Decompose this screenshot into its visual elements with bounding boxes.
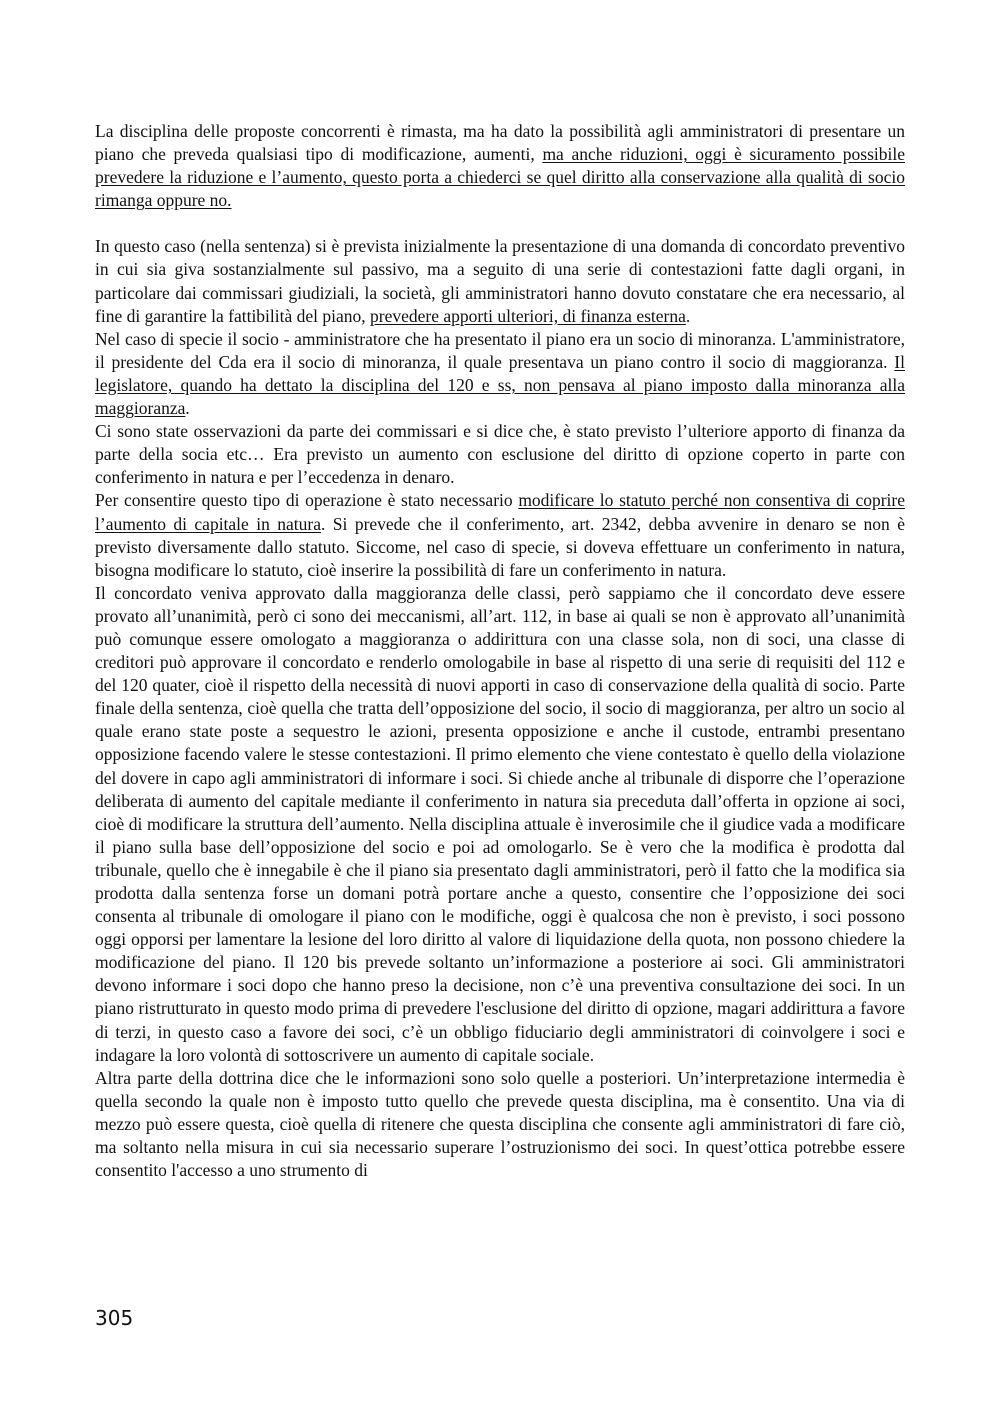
paragraph-5	[95, 489, 905, 581]
paragraph-5-text-2: . Si prevede che il conferimento, art. 2342, debba avvenire in denaro se non è previsto diversamente dallo statuto. Siccome, nel caso di specie, si doveva effettuare un conferimento in natura, bisogna modificare lo statuto, cioè inserire la possibilità di fare un conferimento in natura.	[95, 513, 905, 580]
paragraph-spacer	[95, 212, 905, 235]
paragraph-1-underlined-text: ma anche riduzioni, oggi è sicuramento possibile prevedere la riduzione e l’aumento, questo porta a chiederci se quel diritto alla conservazione alla qualità di socio rimanga oppure no.	[95, 144, 905, 211]
paragraph-3-underlined-text: Il legislatore, quando ha dettato la disciplina del 120 e ss, non pensava al piano imposto dalla minoranza alla maggioranza	[95, 351, 905, 419]
paragraph-6-text-1: Il concordato veniva approvato dalla maggioranza delle classi, però sappiamo che il concordato deve essere provato all’unanimità, però ci sono dei meccanismi, all’art. 112, in base ai quali se non è approvato all’unanimità può comunque essere omologato a maggioranza o addirittura con una classe sola, non di soci, una classe di creditori può approvare il concordato e renderlo omologabile in base al rispetto di una serie di requisiti del 112 e del 120 quater, cioè il rispetto della necessità di nuovi apporti in caso di conservazione della qualità di socio. Parte finale della sentenza, cioè quella che tratta dell’opposizione del socio, il socio di maggioranza, per altro un socio al quale erano state poste a sequestro le azioni, presenta opposizione e anche il custode, entrambi presentano opposizione facendo valere le stesse contestazioni. Il primo elemento che viene contestato è quello della violazione del dovere in capo agli amministratori di informare i soci. Si chiede anche al tribunale di disporre che l’operazione deliberata di aumento del capitale mediante il conferimento in natura sia preceduta dall’offerta in opzione ai soci, cioè di modificare la struttura dell’aumento. Nella disciplina attuale è inverosimile che il giudice vada a modificare il piano sulla base dell’opposizione del socio e poi ad omologarlo. Se è vero che la modifica è prodotta dal tribunale, quello che è innegabile è che il piano sia presentato dagli amministratori, però il fatto che la modifica sia prodotta dalla sentenza forse un domani potrà portare anche a questo, consentire che l’opposizione dei soci consenta al tribunale di omologare il piano con le modifiche, oggi è qualcosa che non è previsto, i soci possono oggi opporsi per lamentare la lesione del loro diritto al valore di liquidazione della quota, non possono chiedere la modificazione del piano. Il 120 bis prevede soltanto un’informazione a posteriore ai soci. Gli amministratori devono informare i soci dopo che hanno preso la decisione, non c’è una preventiva consultazione dei soci. In un piano ristrutturato in questo modo prima di prevedere l'esclusione del diritto di opzione, magari addirittura a favore di terzi, in questo caso a favore dei soci, c’è un obbligo fiduciario degli amministratori di coinvolgere i soci e indagare la loro volontà di sottoscrivere un aumento di capitale sociale.	[95, 582, 905, 1065]
paragraph-6	[95, 582, 905, 1067]
page-number: 305	[95, 1306, 134, 1330]
paragraph-2	[95, 235, 905, 327]
paragraph-7	[95, 1067, 905, 1182]
paragraph-4	[95, 420, 905, 489]
paragraph-3-text-2: .	[185, 398, 190, 419]
paragraph-3	[95, 328, 905, 420]
paragraph-5-underlined-text: modificare lo statuto perché non consentiva di coprire l’aumento di capitale in natura	[95, 490, 905, 534]
paragraph-2-text-2: .	[685, 305, 691, 326]
paragraph-7-text-1: Altra parte della dottrina dice che le informazioni sono solo quelle a posteriori. Un’interpretazione intermedia è quella secondo la quale non è imposto tutto quello che prevede questa disciplina, ma è consentito. Una via di mezzo può essere questa, cioè quella di ritenere che questa disciplina che consente agli amministratori di fare ciò, ma soltanto nella misura in cui sia necessario superare l’ostruzionismo dei soci. In quest’ottica potrebbe essere consentito l'accesso a uno strumento di	[95, 1067, 905, 1181]
paragraph-5-text-1: Per consentire questo tipo di operazione è stato necessario	[95, 490, 519, 511]
paragraph-3-text-1: Nel caso di specie il socio - amministratore che ha presentato il piano era un socio di minoranza. L'amministratore, il presidente del Cda era il socio di minoranza, il quale presentava un piano contro il socio di maggioranza.	[95, 328, 905, 372]
document-body	[95, 120, 905, 1182]
paragraph-1-text-1: La disciplina delle proposte concorrenti è rimasta, ma ha dato la possibilità agli amministratori di presentare un piano che preveda qualsiasi tipo di modificazione, aumenti,	[95, 121, 905, 165]
paragraph-1	[95, 120, 905, 212]
paragraph-2-underlined-text: prevedere apporti ulteriori, di finanza esterna	[370, 305, 686, 326]
paragraph-4-text-1: Ci sono state osservazioni da parte dei commissari e si dice che, è stato previsto l’ulteriore apporto di finanza da parte della socia etc… Era previsto un aumento con esclusione del diritto di opzione coperto in parte con conferimento in natura e per l’eccedenza in denaro.	[95, 421, 905, 488]
paragraph-2-text-1: In questo caso (nella sentenza) si è prevista inizialmente la presentazione di una domanda di concordato preventivo in cui sia giva sostanzialmente sul passivo, ma a seguito di una serie di contestazioni fatte dagli organi, in particolare dai commissari giudiziali, la società, gli amministratori hanno dovuto constatare che era necessario, al fine di garantire la fattibilità del piano,	[95, 236, 905, 326]
